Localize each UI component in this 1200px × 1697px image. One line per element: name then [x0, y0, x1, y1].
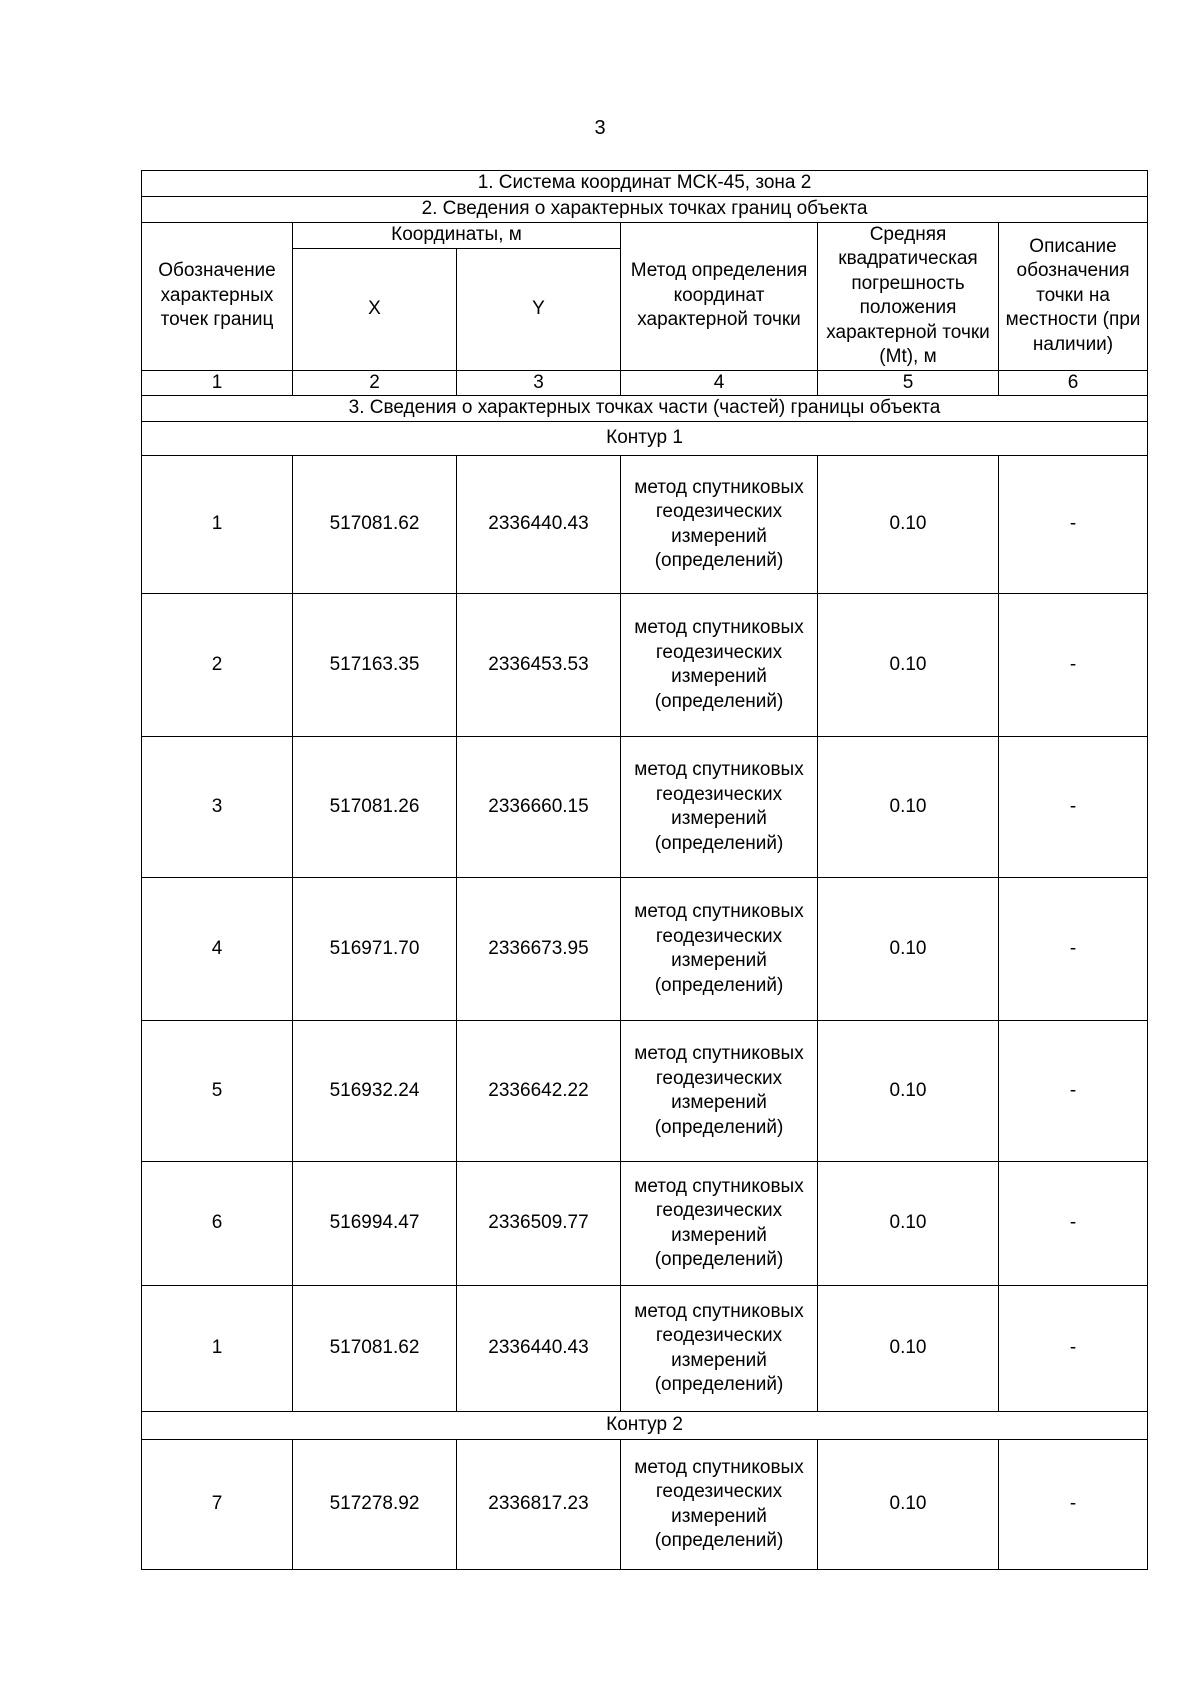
- coordinate-system-row: 1. Система координат МСК-45, зона 2: [142, 171, 1148, 197]
- error-cell: 0.10: [818, 1021, 999, 1162]
- method-cell: метод спутниковых геодезических измерений (определений): [621, 737, 818, 878]
- point-number: 1: [142, 456, 293, 594]
- coord-x: 517163.35: [293, 594, 457, 737]
- contour-2-label: Контур 2: [142, 1412, 1148, 1440]
- header-error: Средняя квадратическая погрешность положения характерной точки (Mt), м: [818, 222, 999, 370]
- description-cell: -: [999, 456, 1148, 594]
- page-number: 3: [594, 117, 606, 139]
- coord-x: 516971.70: [293, 878, 457, 1021]
- column-number: 5: [818, 370, 999, 396]
- error-cell: 0.10: [818, 878, 999, 1021]
- point-number: 3: [142, 737, 293, 878]
- section-3-title: 3. Сведения о характерных точках части (частей) границы объекта: [142, 396, 1148, 422]
- coord-x: 516994.47: [293, 1162, 457, 1286]
- point-number: 7: [142, 1440, 293, 1570]
- error-cell: 0.10: [818, 1286, 999, 1412]
- error-cell: 0.10: [818, 594, 999, 737]
- description-cell: -: [999, 1286, 1148, 1412]
- point-number: 4: [142, 878, 293, 1021]
- error-cell: 0.10: [818, 737, 999, 878]
- point-number: 5: [142, 1021, 293, 1162]
- coord-y: 2336453.53: [457, 594, 621, 737]
- coord-y: 2336440.43: [457, 456, 621, 594]
- method-cell: метод спутниковых геодезических измерений (определений): [621, 1021, 818, 1162]
- description-cell: -: [999, 1162, 1148, 1286]
- point-number: 6: [142, 1162, 293, 1286]
- description-cell: -: [999, 594, 1148, 737]
- coord-x: 517081.62: [293, 456, 457, 594]
- error-cell: 0.10: [818, 1440, 999, 1570]
- coord-x: 517278.92: [293, 1440, 457, 1570]
- method-cell: метод спутниковых геодезических измерений (определений): [621, 1286, 818, 1412]
- coord-x: 517081.62: [293, 1286, 457, 1412]
- header-coordinates: Координаты, м: [293, 222, 621, 248]
- method-cell: метод спутниковых геодезических измерений (определений): [621, 878, 818, 1021]
- header-designation: Обозначение характерных точек границ: [142, 222, 293, 370]
- coord-y: 2336509.77: [457, 1162, 621, 1286]
- column-number: 6: [999, 370, 1148, 396]
- method-cell: метод спутниковых геодезических измерений (определений): [621, 1162, 818, 1286]
- coord-x: 516932.24: [293, 1021, 457, 1162]
- column-number: 1: [142, 370, 293, 396]
- method-cell: метод спутниковых геодезических измерений (определений): [621, 456, 818, 594]
- point-number: 1: [142, 1286, 293, 1412]
- column-number: 4: [621, 370, 818, 396]
- description-cell: -: [999, 1440, 1148, 1570]
- method-cell: метод спутниковых геодезических измерений (определений): [621, 594, 818, 737]
- coord-y: 2336817.23: [457, 1440, 621, 1570]
- header-x: X: [293, 248, 457, 370]
- section-2-title: 2. Сведения о характерных точках границ объекта: [142, 197, 1148, 223]
- coord-y: 2336440.43: [457, 1286, 621, 1412]
- column-number: 3: [457, 370, 621, 396]
- method-cell: метод спутниковых геодезических измерений (определений): [621, 1440, 818, 1570]
- coord-x: 517081.26: [293, 737, 457, 878]
- header-method: Метод определения координат характерной точки: [621, 222, 818, 370]
- description-cell: -: [999, 1021, 1148, 1162]
- column-number: 2: [293, 370, 457, 396]
- description-cell: -: [999, 878, 1148, 1021]
- point-number: 2: [142, 594, 293, 737]
- coord-y: 2336660.15: [457, 737, 621, 878]
- coordinates-table: [141, 170, 1148, 1570]
- header-y: Y: [457, 248, 621, 370]
- header-description: Описание обозначения точки на местности (при наличии): [999, 222, 1148, 370]
- error-cell: 0.10: [818, 456, 999, 594]
- coord-y: 2336642.22: [457, 1021, 621, 1162]
- coord-y: 2336673.95: [457, 878, 621, 1021]
- description-cell: -: [999, 737, 1148, 878]
- error-cell: 0.10: [818, 1162, 999, 1286]
- contour-1-label: Контур 1: [142, 422, 1148, 456]
